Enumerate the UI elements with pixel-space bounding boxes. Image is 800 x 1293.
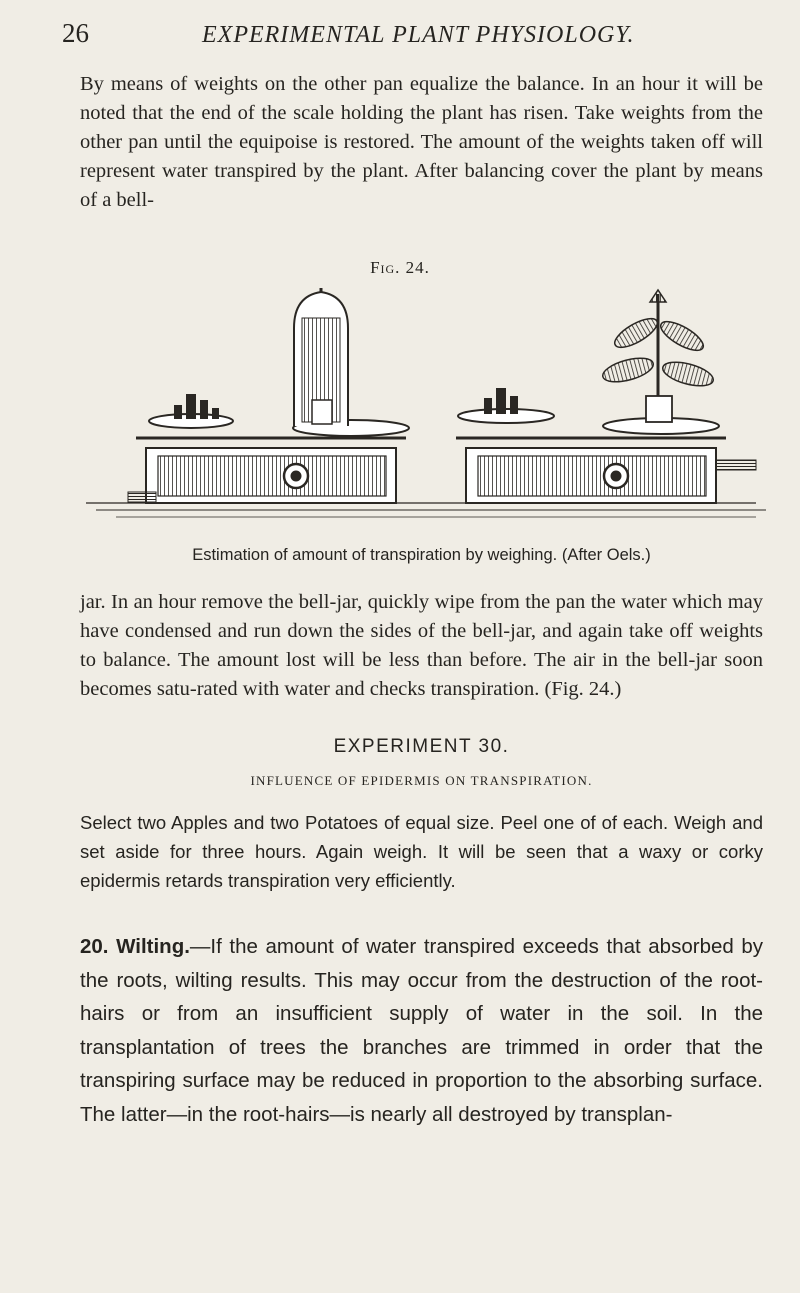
paragraph-balance-method: By means of weights on the other pan equalize the balance. In an hour it will be noted that the end of the scale holding the plant has risen. Take weights from the other pan until the equipoise is restored. The amount of the weights taken off will represent water transpired by the plant. After balancing cover the plant by means of a bell- (80, 73, 763, 211)
bell-jar-plant (294, 288, 348, 426)
section-heading: Wilting. (116, 935, 190, 958)
right-weights (484, 388, 518, 414)
figure-label: Fig. 24. (370, 258, 430, 277)
section-wilting (80, 930, 763, 1131)
figure-caption: Estimation of amount of transpiration by weighing. (After Oels.) (192, 546, 651, 564)
left-balance (128, 414, 409, 503)
running-title: EXPERIMENTAL PLANT PHYSIOLOGY. (202, 22, 635, 48)
balance-base (86, 503, 766, 517)
figure-illustration (76, 288, 766, 533)
experiment-title: EXPERIMENT 30. (333, 736, 510, 757)
section-text: —If the amount of water transpired exceeds that absorbed by the roots, wilting results. This may occur from the destruction of the root-hairs or from an insufficient supply of water in the soil. In the transplantation of trees the branches are trimmed in order that the transpiring surface may be reduced in proportion to the absorbing surface. The latter—in the root-hairs—is nearly all destroyed by transplan- (80, 935, 764, 1126)
experiment-subtitle: INFLUENCE OF EPIDERMIS ON TRANSPIRATION. (250, 773, 593, 788)
paragraph-bell-jar: jar. In an hour remove the bell-jar, quickly wipe from the pan the water which may have condensed and run down the sides of the bell-jar, and again take off weights to balance. The amount lost will be less than before. The air in the bell-jar soon becomes satu-rated with water and checks transpiration. (Fig. 24.) (80, 591, 763, 700)
section-number: 20. (80, 935, 109, 958)
right-balance (456, 409, 756, 503)
page-number: 26 (62, 18, 89, 48)
paragraph-epidermis: Select two Apples and two Potatoes of equal size. Peel one of of each. Weigh and set aside for three hours. Again weigh. It will be seen that a waxy or corky epidermis retards transpiration very efficiently. (80, 812, 763, 891)
page-header (62, 18, 762, 58)
uncovered-plant (600, 290, 715, 422)
